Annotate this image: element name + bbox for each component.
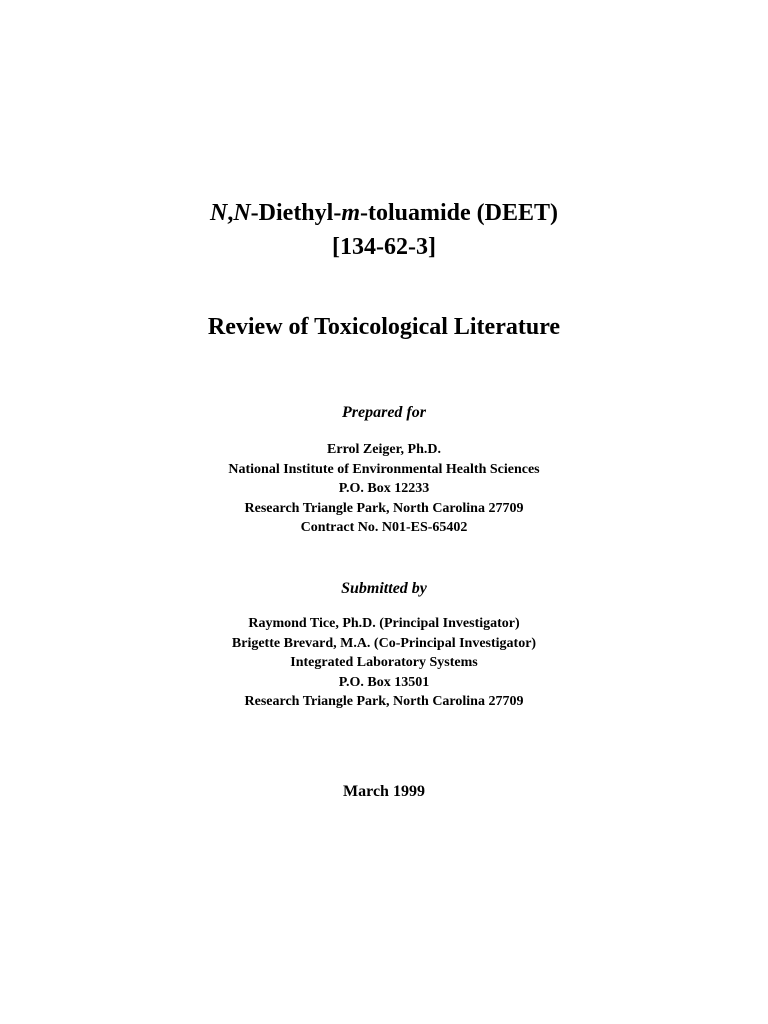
title-part1: -Diethyl- <box>250 200 342 226</box>
prepared-for-block <box>0 440 768 538</box>
submitted-by-label: Submitted by <box>341 580 427 597</box>
principal-investigator: Raymond Tice, Ph.D. (Principal Investigator) <box>248 616 520 631</box>
title-m: m <box>341 200 360 226</box>
title-n1: N <box>209 200 228 226</box>
recipient-organization: National Institute of Environmental Health Sciences <box>228 461 540 477</box>
document-title <box>0 200 768 227</box>
title-part2: -toluamide (DEET) <box>360 200 558 226</box>
recipient-city: Research Triangle Park, North Carolina 27709 <box>244 500 524 516</box>
title-comma: , <box>227 200 234 226</box>
co-principal-investigator: Brigette Brevard, M.A. (Co-Principal Investigator) <box>231 635 537 651</box>
submitter-po-box: P.O. Box 13501 <box>338 674 430 690</box>
contract-number: Contract No. N01-ES-65402 <box>300 520 468 536</box>
prepared-for-label: Prepared for <box>342 404 426 421</box>
recipient-name: Errol Zeiger, Ph.D. <box>327 442 441 457</box>
recipient-po-box: P.O. Box 12233 <box>338 481 430 497</box>
document-subtitle: Review of Toxicological Literature <box>207 314 561 340</box>
document-date: March 1999 <box>343 783 425 800</box>
submitted-by-block <box>0 614 768 712</box>
submitter-city: Research Triangle Park, North Carolina 27709 <box>244 694 524 710</box>
cas-number: [134-62-3] <box>332 234 436 260</box>
title-n2: N <box>233 200 251 226</box>
submitter-organization: Integrated Laboratory Systems <box>290 655 478 671</box>
